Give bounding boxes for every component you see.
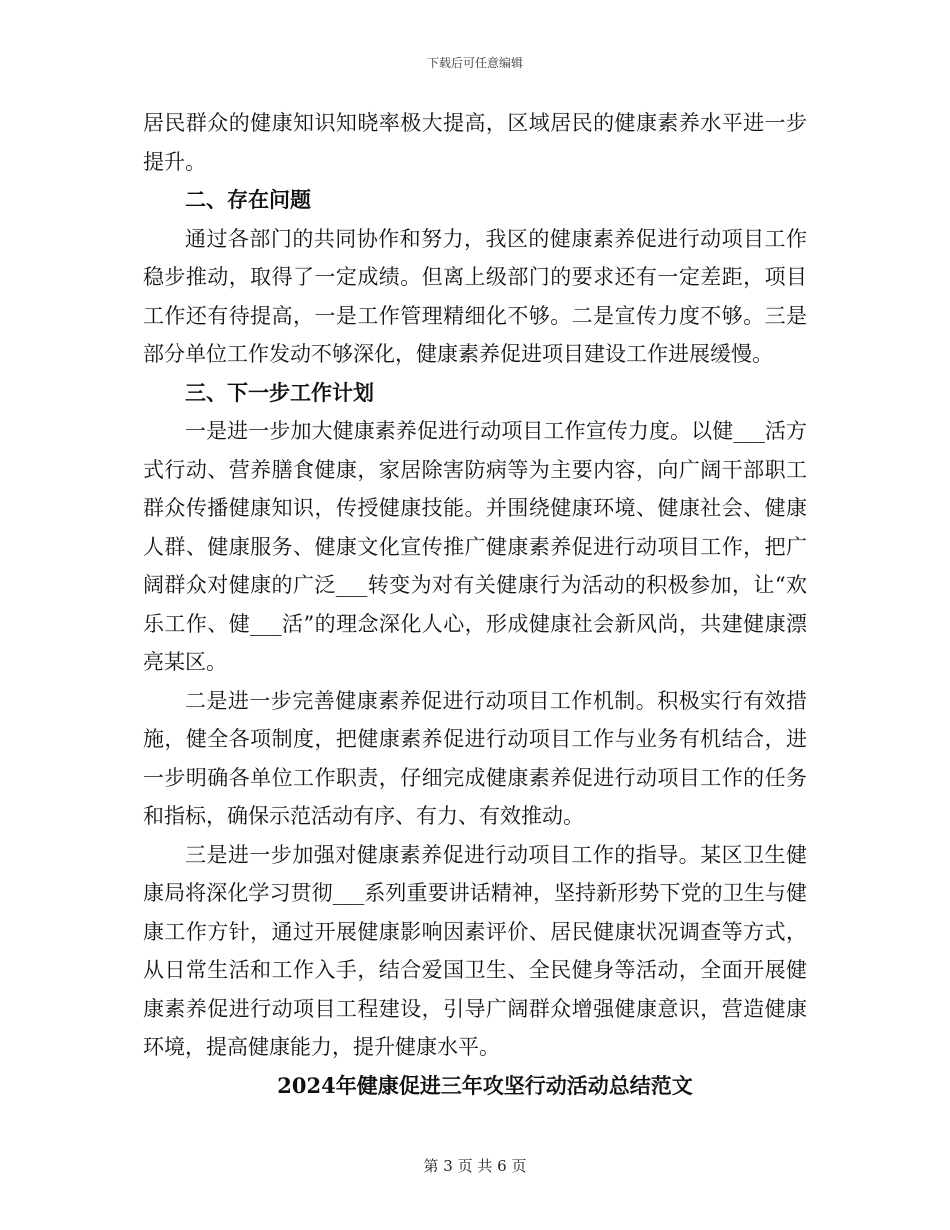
paragraph-plan-2: 二是进一步完善健康素养促进行动项目工作机制。积极实行有效措施，健全各项制度，把健康素养促进行动项目工作与业务有机结合，进一步明确各单位工作职责，仔细完成健康素养促进行动项目工作的任务和指标，确保示范活动有序、有力、有效推动。 [143, 688, 807, 828]
next-document-title: 2024年健康促进三年攻坚行动活动总结范文 [277, 1072, 693, 1098]
section-heading-problems: 二、存在问题 [185, 187, 311, 212]
page-number: 第 3 页 共 6 页 [423, 1157, 527, 1175]
paragraph-plan-3: 三是进一步加强对健康素养促进行动项目工作的指导。某区卫生健康局将深化学习贯彻___系列重要讲话精神，坚持新形势下党的卫生与健康工作方针，通过开展健康影响因素评价、居民健康状况调查等方式，从日常生活和工作入手，结合爱国卫生、全民健身等活动，全面开展健康素养促进行动项目工程建设，引导广阔群众增强健康意识，营造健康环境，提高健康能力，提升健康水平。 [143, 842, 807, 1059]
document-body [143, 104, 807, 1105]
section-heading-next-plan: 三、下一步工作计划 [185, 379, 374, 405]
paragraph-continuation: 居民群众的健康知识知晓率极大提高，区域居民的健康素养水平进一步提升。 [143, 111, 807, 174]
paragraph-problems: 通过各部门的共同协作和努力，我区的健康素养促进行动项目工作稳步推动，取得了一定成绩。但离上级部门的要求还有一定差距，项目工作还有待提高，一是工作管理精细化不够。二是宣传力度不够。三是部分单位工作发动不够深化，健康素养促进项目建设工作进展缓慢。 [143, 226, 807, 366]
paragraph-plan-1: 一是进一步加大健康素养促进行动项目工作宣传力度。以健___活方式行动、营养膳食健康，家居除害防病等为主要内容，向广阔干部职工群众传播健康知识，传授健康技能。并围绕健康环境、健康社会、健康人群、健康服务、健康文化宣传推广健康素养促进行动项目工作，把广阔群众对健康的广泛___转变为对有关健康行为活动的积极参加，让“欢乐工作、健___活”的理念深化人心，形成健康社会新风尚，共建健康漂亮某区。 [143, 419, 807, 674]
page-header-note: 下载后可任意编辑 [426, 56, 523, 70]
